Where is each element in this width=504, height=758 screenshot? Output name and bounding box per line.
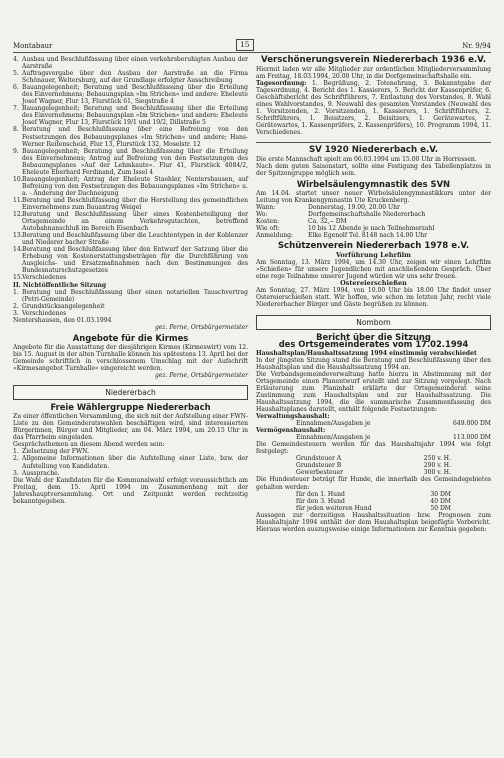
agenda-item — [13, 289, 248, 303]
detail-row — [256, 211, 491, 218]
item-number: 3. — [13, 469, 19, 477]
detail-row — [256, 232, 491, 239]
rate-value: 300 v. H. — [423, 469, 451, 477]
haushalt-text: In der jüngsten Sitzung stand die Beratung und Beschlußfassung über den Haushaltsplan und die Haushaltssatzung 1994 an. — [256, 356, 491, 371]
item-text: Verschiedenes — [22, 274, 67, 282]
rate-row — [256, 469, 491, 476]
item-text: Bauangelegenheit; Beratung und Beschlußfassung über die Erteilung des Einvernehmens; Antrag auf Befreiung von den Festsetzungen des Bebauungsplanes »Auf der Lehmkaute«. Flur 41, Flurstück 4084/2, Eheleute Eberhard Ferdinand, Zum Issel 4 — [22, 147, 248, 176]
vm-row — [256, 434, 491, 441]
agenda-item — [13, 246, 248, 274]
vw-amount: 649.000 DM — [453, 420, 491, 428]
detail-value: 10 bis 12 Abende je nach Teilnehmerzahl — [308, 224, 435, 232]
rate-label: Grundsteuer B — [296, 462, 342, 470]
agenda-item — [13, 232, 248, 246]
agenda-item — [13, 84, 248, 105]
item-number: 7. — [13, 105, 19, 113]
section-box-niedererbach: Niedererbach — [13, 385, 248, 400]
rate-label: Gewerbesteuer — [296, 469, 343, 477]
closing-text: Aussagen zur derzeitigen Haushaltssituation bzw. Prognosen zum Haushaltsjahr 1994 enthält der dem Haushaltsplan beigefügte Vorbericht. Hieraus werden auszugsweise einige Informationen zur Kenntnis gegeben: — [256, 511, 491, 533]
item-text: Allgemeine Informationen über die Aufstellung einer Liste, bzw. der Aufstellung von Kandidaten. — [22, 455, 248, 470]
page-number: 15 — [236, 39, 254, 51]
steuer-table — [256, 455, 491, 476]
item-text: Bauangelegenheit; Beratung und Beschlußfassung über die Erteilung des Einvernehmens; Bebauungsplan »Im Strichen« und andere: Eheleute Josef Wagner, Flur 13, Flurstück 61, Siegstraße 4 — [22, 84, 248, 106]
signature: gez. Perne, Ortsbürgermeister — [155, 323, 248, 331]
signature: gez. Perne, Ortsbürgermeister — [155, 372, 248, 380]
item-text: Beratung und Beschlußfassung über einen notariellen Tauschvertrag (Petri-Gemeinde) — [22, 288, 248, 303]
schuetzen-text: Am Sonntag, 13. März 1994, um 14.30 Uhr, zeigen wir einen Lehrfilm »Schießen« für unsere Jugendlichen mit anschließendem Gespräch. Über eine rege Teilnahme unserer Jugend würden wir uns sehr freuen. — [256, 259, 491, 281]
fwn-topic-list — [13, 448, 248, 476]
detail-key: Wo: — [256, 210, 268, 218]
item-number: 13. — [13, 232, 23, 240]
rate-row — [256, 462, 491, 469]
item-number: 15. — [13, 274, 23, 282]
detail-value: Elke Egenolf Tel. 8148 nach 14.00 Uhr — [308, 232, 428, 240]
sv-text: Nach dem guten Saisonstart, sollte eine Festigung des Tabellenplatzes in der Spitzengruppe möglich sein. — [256, 162, 491, 177]
item-text: Zielsetzung der FWN. — [22, 448, 90, 456]
item-number: 12. — [13, 211, 23, 219]
rate-row — [256, 505, 491, 512]
detail-row — [256, 218, 491, 225]
verein-heading: Verschönerungsverein Niedererbach 1936 e.V. — [261, 55, 486, 65]
verein-agenda — [256, 80, 491, 136]
fwn-closing-text: Die Wahl der Kandidaten für die Kommunalwahl erfolgt voraussichtlich am Freitag, dem 15. April 1994 im Zusammenhang mit der Jahreshauptversammlung. Ort und Zeitpunkt werden rechtzeitig bekanntgegeben. — [13, 476, 248, 505]
detail-key: Wie oft: — [256, 224, 280, 232]
header-town: Montabaur — [13, 42, 53, 50]
item-text: Verschiedenes — [22, 309, 67, 317]
item-number: 2. — [13, 302, 19, 310]
item-text: Aussprache. — [22, 469, 60, 477]
item-text: Beratung und Beschlußfassung über die Herstellung des gemeindlichen Einvernehmens zum Bauantrag Weigel — [22, 196, 248, 211]
left-column — [13, 56, 248, 533]
steuer-text: Die Gemeindesteuern werden für das Haushaltsjahr 1994 wie folgt festgelegt: — [256, 441, 491, 456]
agenda-item — [13, 148, 248, 176]
topic-item — [13, 470, 248, 477]
item-text: Beratung und Beschlußfassung über die Leuchtentypen in der Koblenzer und Niederer bacher Straße — [22, 232, 248, 247]
item-text: Ausbau und Beschlußfassung über einen verkehrsberuhigten Ausbau der Aarstraße — [22, 56, 248, 71]
issue-number: Nr. 9/94 — [462, 42, 491, 50]
rate-row — [256, 455, 491, 462]
wirbel-heading: Wirbelsäulengymnastik des SVN — [296, 178, 451, 189]
rate-value: 40 DM — [430, 497, 451, 505]
sv-heading: SV 1920 Niedererbach e.V. — [308, 144, 439, 155]
haushalt-text: Die Verbandsgemeindeverwaltung hatte hierzu in Abstimmung mit der Ortsgemeinde einen Planentwurf erstellt und zur Sitzung vorgelegt. Nach Erläuterung zum Planinhalt erklärte der Ortsgemeinderat seine Zustimmung zum Haushaltsplan und zur Haushaltssatzung. Die Haushaltssatzung 1994, die die summarische Zusammenfassung des Haushaltsplanes darstellt, enthält folgende Festsetzungen: — [256, 370, 491, 414]
schuetzen-subheading: Vorführung Lehrfilm — [335, 251, 412, 260]
vm-amount: 113.000 DM — [453, 434, 491, 442]
agenda-item — [13, 274, 248, 281]
item-number: 2. — [13, 455, 19, 463]
detail-value: Dorfgemeinschaftshalle Niedererbach — [308, 210, 426, 218]
schuetzen-subheading: Ostereierschießen — [340, 279, 407, 288]
fwn-heading: Freie Wählergruppe Niedererbach — [50, 402, 211, 413]
detail-value: Ca. 32,-- DM — [308, 217, 347, 225]
rate-row — [256, 498, 491, 505]
rate-label: für den 1. Hund — [296, 490, 345, 498]
divider — [256, 142, 491, 143]
detail-row — [256, 225, 491, 232]
vm-label: Vermögenshaushalt: — [256, 427, 326, 435]
detail-row — [256, 204, 491, 211]
rate-row — [256, 491, 491, 498]
item-text: Beratung und Beschlußfassung über eines Kostenbeteiligung der Ortsgemeinde an einem Verkehrsgutachten, betreffend Autobahnanschluß im Bereich Eisenbach — [22, 211, 248, 233]
kirmes-text: Angebote für die Ausstattung der diesjährigen Kirmes (Kirmeswirt) vom 12. bis 15. August in der alten Turnhalle können bis spätestens 13. April bei der Gemeinde schriftlich in verschlossenem Umschlag mit der Aufschrift »Kirmesangebot Turnhalle« eingereicht werden. — [13, 343, 248, 373]
schuetzen-text: Am Sonntag, 27. März 1994, von 10.00 Uhr bis 18.00 Uhr findet unser Ostereierschießen statt. Wir hoffen, wie schon im letzten Jahr, recht viele Niedererbacher Bürger und Gäste begrüßen zu können. — [256, 287, 491, 309]
item-number: 1. — [13, 288, 19, 296]
wirbel-text: Am 14.04. startet unser neuer Wirbelsäulengymnastikkurs unter der Leitung von Krankengymnastin Ute Kruckenberg. — [256, 189, 491, 204]
item-number: 14. — [13, 246, 23, 254]
agenda-item — [13, 211, 248, 232]
schuetzen-heading: Schützenverein Niedererbach 1978 e.V. — [277, 241, 470, 252]
agenda-item — [13, 126, 248, 147]
item-text: Auftragsvergabe über den Ausbau der Aarstraße an die Firma Schönauer, Weltersburg, auf der Grundlage erfolgter Ausschreibung — [22, 70, 248, 85]
item-text: Beratung und Beschlußfassung über den Entwurf der Satzung über die Erhebung von Kostenerstattungsbeträgen für die Durchführung von Ausgleichs- und Ersatzmaßnahmen nach den Bestimmungen des Bundesnaturschutzgesetzes — [22, 246, 248, 275]
agenda-text: 1. Begrüßung, 2. Totenehrung, 3. Bekanntgabe der Tagesordnung, 4. Bericht des 1. Kassierers, 5. Bericht der Kassenprüfer, 6. Geschäftsbericht des Schriftführers, 7. Entlastung des Vorstandes, 8. Wahl eines Wahlvorstandes, 9. Neuwahl des gesamten Vorstandes (Neuwahl des 1. Vorsitzenden, 2. Vorsitzenden, 1. Kassierers, 1. Schriftführers, 2. Schriftführers, 1. Beisitzers, 2. Beisitzers, 1. Gerätewartes, 2. Gerätewartes, 1. Kassenprüfers, 2. Kassenprüfers), 10. Programm 1994, 11. Verschiedenes. — [256, 80, 491, 137]
agenda-item — [13, 303, 248, 310]
vw-row — [256, 420, 491, 427]
kirmes-heading: Angebote für die Kirmes — [72, 332, 189, 343]
agenda-list-nonpublic — [13, 289, 248, 317]
wirbel-details — [256, 204, 491, 239]
vm-line: Einnahmen/Ausgaben je — [296, 434, 371, 442]
rate-label: Grundsteuer A — [296, 455, 342, 463]
bericht-heading: Bericht über die Sitzung — [316, 331, 431, 342]
section-nonpublic-heading: II. Nichtöffentliche Sitzung — [13, 281, 107, 289]
item-number: 6. — [13, 84, 19, 92]
fwn-text: Zu einer öffentlichen Versammlung, die sich mit der Aufstellung einer FWN-Liste zu den Gemeinderatswahlen beschäftigen wird, sind interessierten Bürgerinnen, Bürger und Mitglieder, am 04. März 1994, um 20.15 Uhr in das Pfarrheim eingeladen. — [13, 413, 248, 442]
right-column — [256, 56, 491, 533]
newsletter-page — [13, 38, 491, 533]
item-number: 8. — [13, 126, 19, 134]
item-number: 3. — [13, 309, 19, 317]
hund-table — [256, 491, 491, 512]
agenda-item — [13, 56, 248, 70]
topic-item — [13, 455, 248, 469]
rate-label: für den 3. Hund — [296, 497, 345, 505]
item-number: 11. — [13, 196, 23, 204]
bericht-heading: des Ortsgemeinderates vom 17.02.1994 — [278, 338, 469, 349]
sv-text: Die erste Mannschaft spielt am 06.03.1994 um 15.00 Uhr in Horressen. — [256, 155, 477, 163]
detail-key: Wann: — [256, 203, 276, 211]
rate-value: 50 DM — [430, 504, 451, 512]
rate-value: 30 DM — [430, 490, 451, 498]
item-text: Bauangelegenheit; Beratung und Beschlußfassung über die Erteilung des Einvernehmens; Bebauungsplan »Im Strichen« und andere: Eheleute Josef Wagner, Flur 13, Flurstück 19/1 und 19/2, Dillstraße 5 — [22, 105, 248, 127]
item-text: Bauangelegenheit; Antrag der Eheleute Staehler, Nentershausen, auf Befreiung von den Festsetzungen des Bebauungsplanes »Im Strichen« u. a. - Änderung der Dachneigung — [22, 175, 248, 197]
topic-item — [13, 448, 248, 455]
item-number: 10. — [13, 175, 23, 183]
vw-line: Einnahmen/Ausgaben je — [296, 420, 371, 428]
page-header — [13, 38, 491, 53]
item-number: 9. — [13, 147, 19, 155]
agenda-label: Tagesordnung: — [256, 80, 307, 88]
rate-value: 250 v. H. — [423, 455, 451, 463]
detail-key: Kosten: — [256, 217, 280, 225]
agenda-item — [13, 176, 248, 197]
detail-value: Donnerstag, 19.00, 20.00 Uhr — [308, 203, 400, 211]
vw-label: Verwaltungshaushalt: — [256, 413, 330, 421]
detail-key: Anmeldung: — [256, 232, 294, 240]
item-text: Grundstücksangelegenheit — [22, 302, 105, 310]
dateline: Nentershausen, den 01.03.1994 — [13, 316, 112, 324]
item-text: Beratung und Beschlußfassung über eine Befreiung von den Festsetzungen des Bebauungsplanes »Im Strichen« und andere; Hans-Werner Reifenscheid, Flur 13, Flurstück 132, Moselstr. 12 — [22, 126, 248, 148]
item-number: 5. — [13, 70, 19, 78]
agenda-item — [13, 70, 248, 84]
verein-text: Hiermit laden wir alle Mitglieder zur ordentlichen Mitgliederversammlung am Freitag, 18.03.1994, 20.00 Uhr, in die Dorfgemeinschaftshalle ein. — [256, 66, 491, 81]
agenda-list-public — [13, 56, 248, 282]
item-number: 1. — [13, 448, 19, 456]
agenda-item — [13, 105, 248, 126]
agenda-item — [13, 310, 248, 317]
agenda-item — [13, 197, 248, 211]
rate-label: für jeden weiteren Hund — [296, 504, 372, 512]
section-box-nomborn: Nomborn — [256, 315, 491, 330]
rate-value: 290 v. H. — [423, 462, 451, 470]
haushalt-heading: Haushaltsplan/Haushaltssatzung 1994 einstimmig verabschiedet — [256, 349, 477, 357]
fwn-topics-intro: Gesprächsthemen an diesem Abend werden sein: — [13, 441, 165, 449]
item-number: 4. — [13, 56, 19, 63]
hund-text: Die Hundesteuer beträgt für Hunde, die innerhalb des Gemeindegebietes gehalten werden: — [256, 476, 491, 491]
